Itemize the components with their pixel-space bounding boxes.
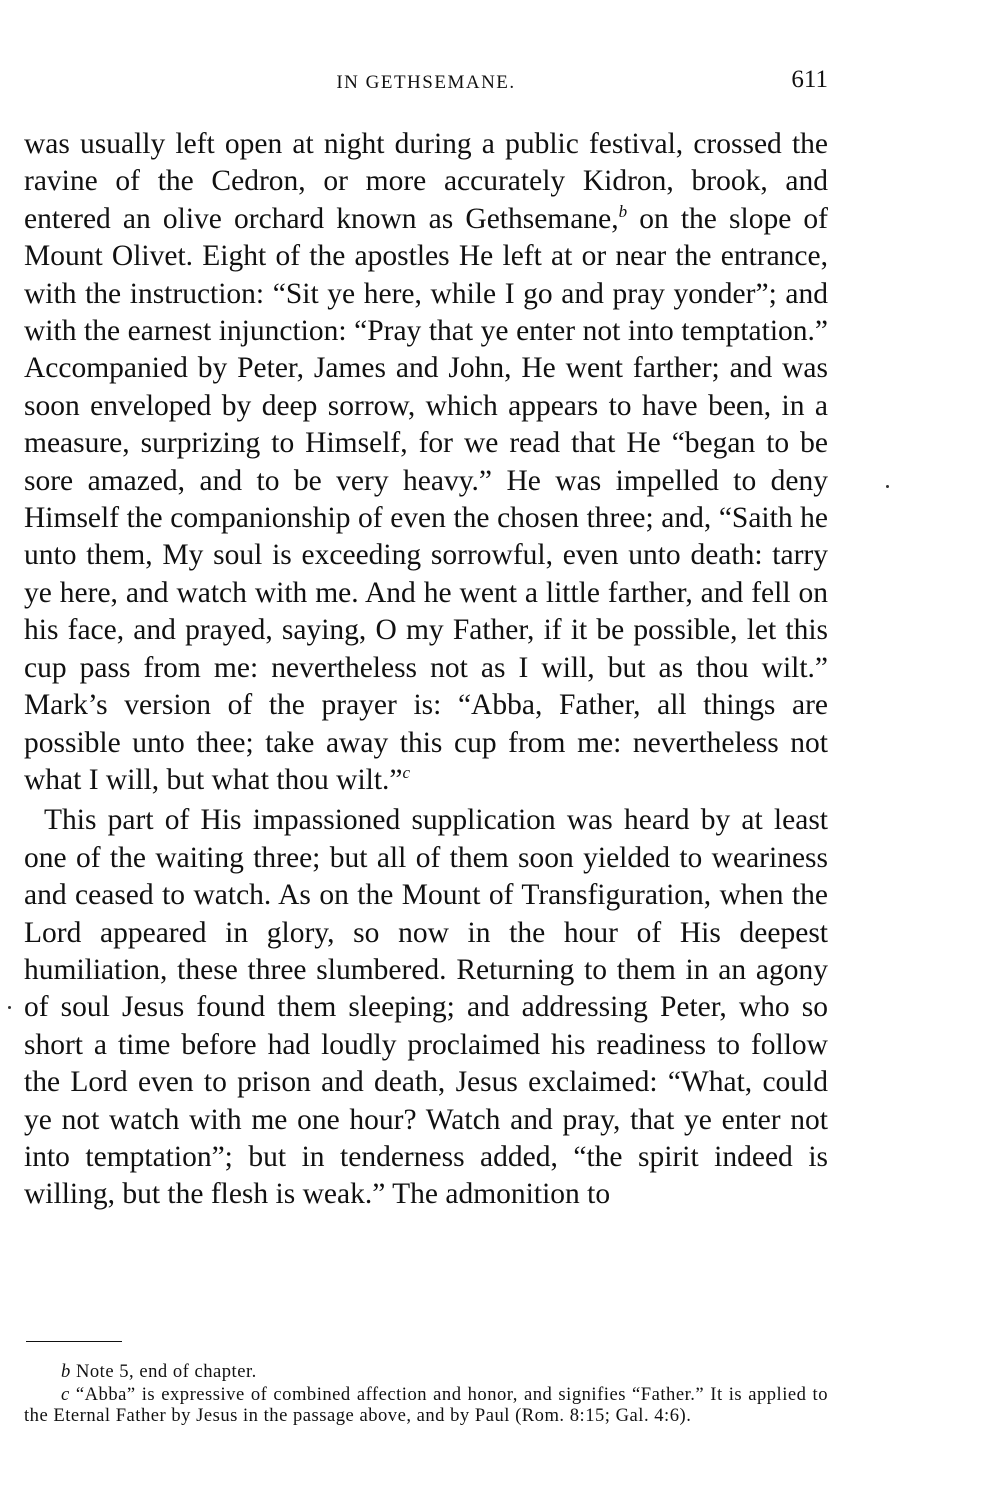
footnote-b-mark: b (61, 1361, 71, 1382)
footnote-c-mark: c (61, 1383, 70, 1405)
page-number: 611 (791, 66, 828, 93)
paragraph-2: This part of His impassioned supplication was heard by at least one of the waiting three; but all of them soon yielded to weariness and ceased to watch. As on the Mount of Transfiguration, when the Lord appeared in glory, so now in the hour of His deepest humiliation, these three slumbered. Returning to them in an agony of soul Jesus found them sleeping; and addressing Peter, who so short a time before had loudly proclaimed his readiness to follow the Lord even to prison and death, Jesus exclaimed: “What, could ye not watch with me one hour? Watch and pray, that ye enter not into temptation”; but in tenderness added, “the spirit indeed is willing, but the flesh is weak.” The admonition to (24, 804, 828, 1211)
paragraph-1-part-1: was usually left open at night during a public festival, crossed the ravine of the Cedron, or more accurately Kidron, brook, and entered an olive orchard known as Gethsemane, (24, 128, 828, 235)
footnote-b-text: Note 5, end of chapter. (70, 1361, 257, 1382)
footnotes (24, 1361, 828, 1427)
footnote-b (24, 1361, 828, 1383)
footnote-ref-c: c (402, 763, 411, 783)
footnote-c-text: “Abba” is expressive of combined affection and honor, and signifies “Father.” It is applied to the Eternal Father by Jesus in the passage above, and by Paul (Rom. 8:15; Gal. 4:6). (24, 1383, 828, 1427)
footnote-c (24, 1384, 828, 1427)
footnote-ref-b: b (618, 201, 628, 221)
body-text (24, 126, 828, 1214)
speck (8, 1006, 11, 1009)
running-head (24, 66, 828, 102)
footnote-divider (26, 1341, 122, 1342)
running-title: IN GETHSEMANE. (336, 72, 516, 93)
paragraph-1 (24, 126, 828, 799)
paragraph-1-part-2: on the slope of Mount Olivet. Eight of the apostles He left at or near the entrance, with the instruction: “Sit ye here, while I go and pray yonder”; and with the earnest injunction: “Pray that ye enter not into temptation.” Accompanied by Peter, James and John, He went farther; and was soon enveloped by deep sorrow, which appears to have been, in a measure, surprizing to Himself, for we read that He “began to be sore amazed, and to be very heavy.” He was impelled to deny Himself the companionship of even the chosen three; and, “Saith he unto them, My soul is exceeding sorrowful, even unto death: tarry ye here, and watch with me. And he went a little farther, and fell on his face, and prayed, saying, O my Father, if it be possible, let this cup pass from me: nevertheless not as I will, but as thou wilt.” Mark’s version of the prayer is: “Abba, Father, all things are possible unto thee; take away this cup from me: nevertheless not what I will, but what thou wilt.” (24, 202, 828, 796)
speck (886, 485, 889, 488)
